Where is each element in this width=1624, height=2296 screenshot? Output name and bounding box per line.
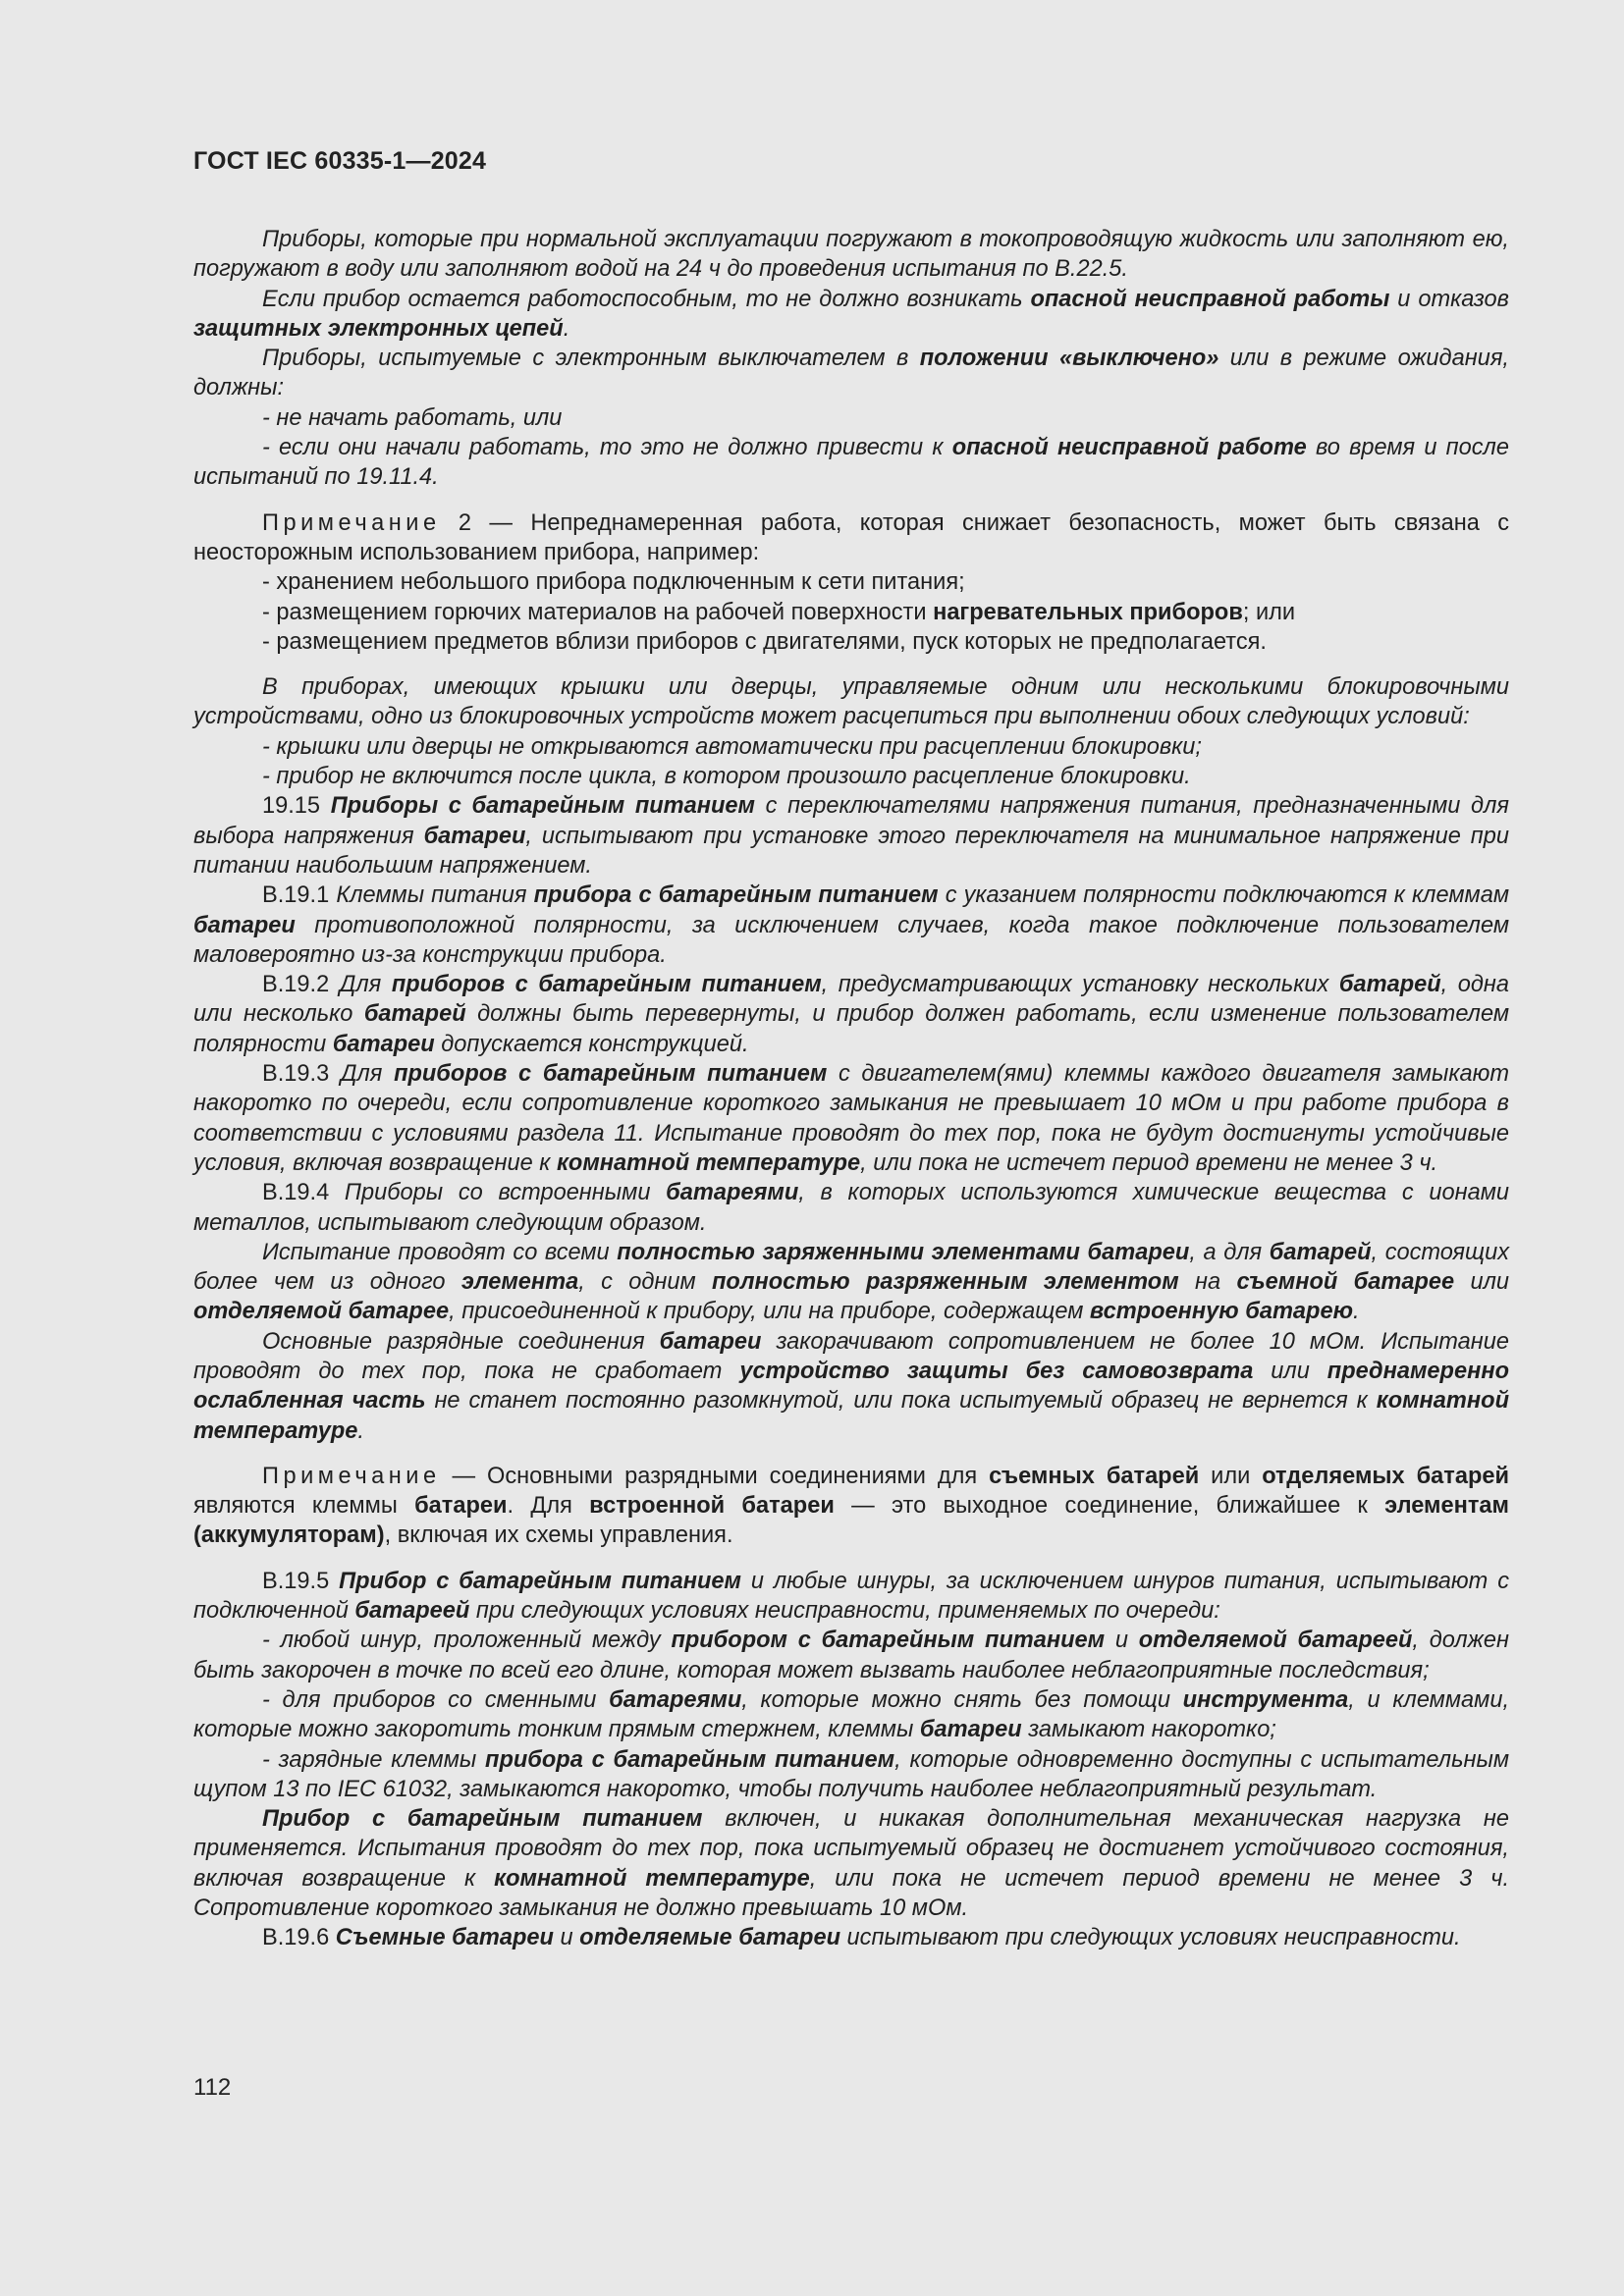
list-item: - размещением горючих материалов на рабочей поверхности нагревательных приборов; или: [262, 599, 1296, 625]
list-item: - не начать работать, или: [262, 404, 563, 431]
note: Примечание — Основными разрядными соединениями для съемных батарей или отделяемых батарей являются клеммы батареи. Для встроенной батареи — это выходное соединение, ближайшее к элементам (аккумуляторам), включая их схемы управления.: [193, 1463, 1510, 1549]
document-header: ГОСТ IEC 60335-1—2024: [193, 147, 487, 175]
document-body: [193, 225, 1509, 1953]
paragraph: Приборы, которые при нормальной эксплуатации погружают в токопроводящую жидкость или заполняют ею, погружают в воду или заполняют водой на 24 ч до проведения испытания по В.22.5.: [193, 227, 1509, 283]
list-item: - для приборов со сменными батареями, которые можно снять без помощи инструмента, и клеммами, которые можно закоротить тонким прямым стержнем, клеммы батареи замыкают накоротко;: [193, 1686, 1510, 1743]
paragraph: В приборах, имеющих крышки или дверцы, управляемые одним или несколькими блокировочными устройствами, одно из блокировочных устройств может расцепиться при выполнении обоих следующих условий:: [193, 674, 1509, 730]
paragraph: Прибор с батарейным питанием включен, и никакая дополнительная механическая нагрузка не применяется. Испытания проводят до тех пор, пока испытуемый образец не достигнет устойчивого состояния, включая возвращение к комнатной температуре, или пока не истечет период времени не менее 3 ч. Сопротивление короткого замыкания не должно превышать 10 мОм.: [193, 1806, 1510, 1922]
paragraph: Испытание проводят со всеми полностью заряженными элементами батареи, а для батарей, состоящих более чем из одного элемента, с одним полностью разряженным элементом на съемной батарее или отделяемой батарее, присоединенной к прибору, или на приборе, содержащем встроенную батарею.: [193, 1239, 1509, 1325]
clause-b-19-1: В.19.1 Клеммы питания прибора с батарейным питанием с указанием полярности подключаются к клеммам батареи противоположной полярности, за исключением случаев, когда такое подключение пользователем маловероятно из-за конструкции прибора.: [193, 882, 1509, 968]
clause-b-19-5: В.19.5 Прибор с батарейным питанием и любые шнуры, за исключением шнуров питания, испытывают с подключенной батареей при следующих условиях неисправности, применяемых по очереди:: [193, 1568, 1509, 1625]
clause-19-15: 19.15 Приборы с батарейным питанием с переключателями напряжения питания, предназначенными для выбора напряжения батареи, испытывают при установке этого переключателя на минимальное напряжение при питании наибольшим напряжением.: [193, 793, 1509, 879]
paragraph: Приборы, испытуемые с электронным выключателем в положении «выключено» или в режиме ожидания, должны:: [193, 346, 1509, 401]
clause-b-19-4: В.19.4 Приборы со встроенными батареями, в которых используются химические вещества с ионами металлов, испытывают следующим образом.: [193, 1180, 1509, 1236]
list-item: - прибор не включится после цикла, в котором произошло расцепление блокировки.: [262, 764, 1191, 790]
list-item: - зарядные клеммы прибора с батарейным питанием, которые одновременно доступны с испытательным щупом 13 по IEC 61032, замыкаются накоротко, чтобы получить наиболее неблагоприятный результат.: [193, 1746, 1510, 1802]
list-item: - если они начали работать, то это не должно привести к опасной неисправной работе во время и после испытаний по 19.11.4.: [193, 435, 1509, 491]
list-item: - любой шнур, проложенный между прибором с батарейным питанием и отделяемой батареей, должен быть закорочен в точке по всей его длине, которая может вызвать наиболее неблагоприятные последствия;: [193, 1628, 1509, 1683]
clause-b-19-6: В.19.6 Съемные батареи и отделяемые батареи испытывают при следующих условиях неисправности.: [262, 1925, 1461, 1951]
list-item: - крышки или дверцы не открываются автоматически при расцеплении блокировки;: [262, 733, 1202, 760]
page-number: 112: [193, 2074, 232, 2101]
list-item: - хранением небольшого прибора подключенным к сети питания;: [262, 569, 965, 596]
clause-b-19-2: В.19.2 Для приборов с батарейным питанием, предусматривающих установку нескольких батарей, одна или несколько батарей должны быть перевернуты, и прибор должен работать, если изменение пользователем полярности батареи допускается конструкцией.: [193, 972, 1509, 1057]
paragraph: Если прибор остается работоспособным, то не должно возникать опасной неисправной работы и отказов защитных электронных цепей.: [193, 286, 1509, 342]
list-item: - размещением предметов вблизи приборов с двигателями, пуск которых не предполагается.: [262, 628, 1267, 655]
note: Примечание 2 — Непреднамеренная работа, которая снижает безопасность, может быть связана с неосторожным использованием прибора, например:: [193, 509, 1509, 565]
clause-b-19-3: В.19.3 Для приборов с батарейным питанием с двигателем(ями) клеммы каждого двигателя замыкают накоротко по очереди, если сопротивление короткого замыкания не превышает 10 мОм и при работе прибора в соответствии с условиями раздела 11. Испытание проводят до тех пор, пока не будут достигнуты устойчивые условия, включая возвращение к комнатной температуре, или пока не истечет период времени не менее 3 ч.: [193, 1061, 1509, 1176]
paragraph: Основные разрядные соединения батареи закорачивают сопротивлением не более 10 мОм. Испытание проводят до тех пор, пока не сработает устройство защиты без самовозврата или преднамеренно ослабленная часть не станет постоянно разомкнутой, или пока испытуемый образец не вернется к комнатной температуре.: [193, 1328, 1509, 1444]
